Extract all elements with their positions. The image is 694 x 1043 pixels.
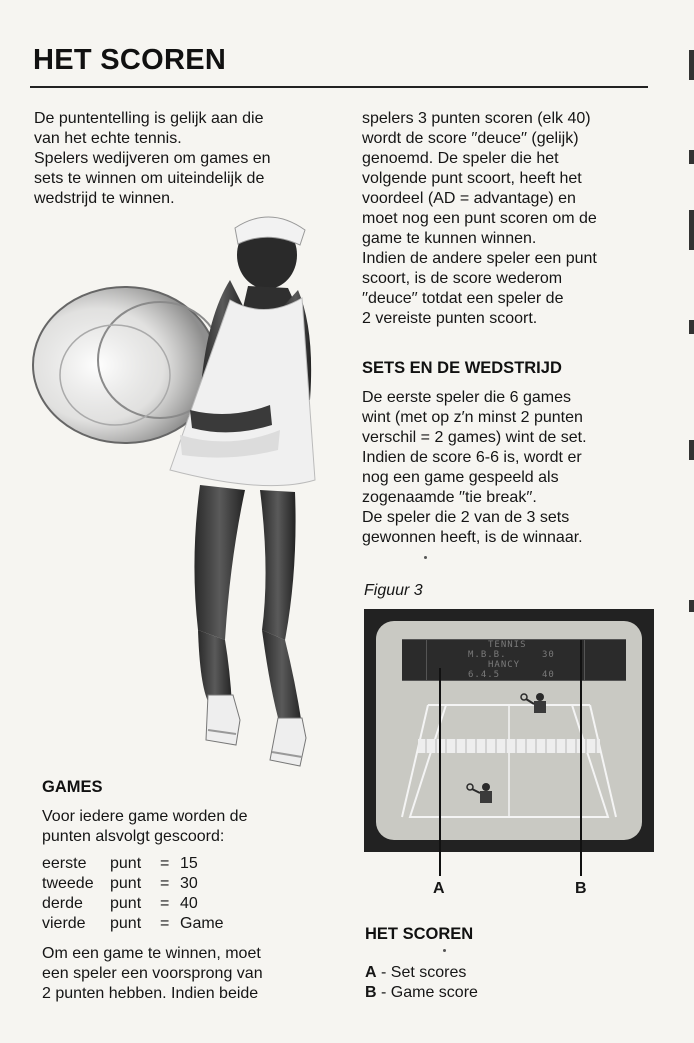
games-outro: Om een game te winnen, moet een speler een voorsprong van 2 punten hebben. Indien beide: [42, 945, 263, 1002]
points-scoring-list: [42, 854, 224, 934]
page-title: HET SCOREN: [33, 44, 227, 76]
tennis-player-photo: [30, 200, 330, 780]
scoreboard-player2-score: 40: [542, 670, 555, 680]
callout-label-b: B: [575, 880, 587, 897]
scoreboard-player1: M.B.B.: [468, 650, 507, 660]
binding-edge-marks: [686, 40, 694, 740]
figure-caption: Figuur 3: [364, 582, 423, 599]
legend-item: A - Set scores: [365, 964, 467, 981]
callout-label-a: A: [433, 880, 445, 897]
score-row: eerste punt = 15: [42, 855, 198, 872]
game-screen-figure: [364, 609, 654, 852]
games-heading: GAMES: [42, 778, 103, 796]
scoreboard: [402, 639, 626, 681]
score-row: derde punt = 40: [42, 895, 198, 912]
legend-heading: HET SCOREN: [365, 925, 474, 943]
scoreboard-header: TENNIS: [488, 640, 527, 650]
scoreboard-player2: HANCY: [488, 660, 521, 670]
sets-heading: SETS EN DE WEDSTRIJD: [362, 359, 562, 377]
scoreboard-player1-score: 30: [542, 650, 555, 660]
intro-paragraph: De puntentelling is gelijk aan die van het echte tennis. Spelers wedijveren om games en sets te winnen om uiteindelijk de wedstrijd te winnen.: [34, 110, 271, 207]
callout-line-b: [580, 640, 582, 876]
games-intro: Voor iedere game worden de punten alsvolgt gescoord:: [42, 808, 248, 845]
callout-line-a: [439, 668, 441, 876]
score-row: tweede punt = 30: [42, 875, 198, 892]
far-player-sprite: [521, 693, 546, 713]
sets-paragraph: De eerste speler die 6 games wint (met op z′n minst 2 punten verschil = 2 games) wint de set. Indien de score 6-6 is, wordt er nog een game gespeeld als zogenaamde ′′tie break′′. De speler die 2 van de 3 sets gewonnen heeft, is de winnaar.: [362, 389, 587, 546]
tv-screen: [376, 621, 642, 840]
near-player-sprite: [467, 783, 492, 803]
scoreboard-player2-games: 6.4.5: [468, 670, 501, 680]
print-speck: [443, 949, 446, 952]
legend-item: B - Game score: [365, 984, 478, 1001]
deuce-paragraph: spelers 3 punten scoren (elk 40) wordt de score ′′deuce′′ (gelijk) genoemd. De speler die het volgende punt scoort, heeft het voordeel (AD = advantage) en moet nog een punt scoren om de game te kunnen winnen. Indien de andere speler een punt scoort, is de score wederom ′′deuce′′ totdat een speler de 2 vereiste punten scoort.: [362, 110, 597, 327]
figure-legend: [365, 963, 478, 1003]
print-speck: [424, 556, 427, 559]
title-rule: [30, 86, 648, 88]
score-row: vierde punt = Game: [42, 915, 224, 932]
